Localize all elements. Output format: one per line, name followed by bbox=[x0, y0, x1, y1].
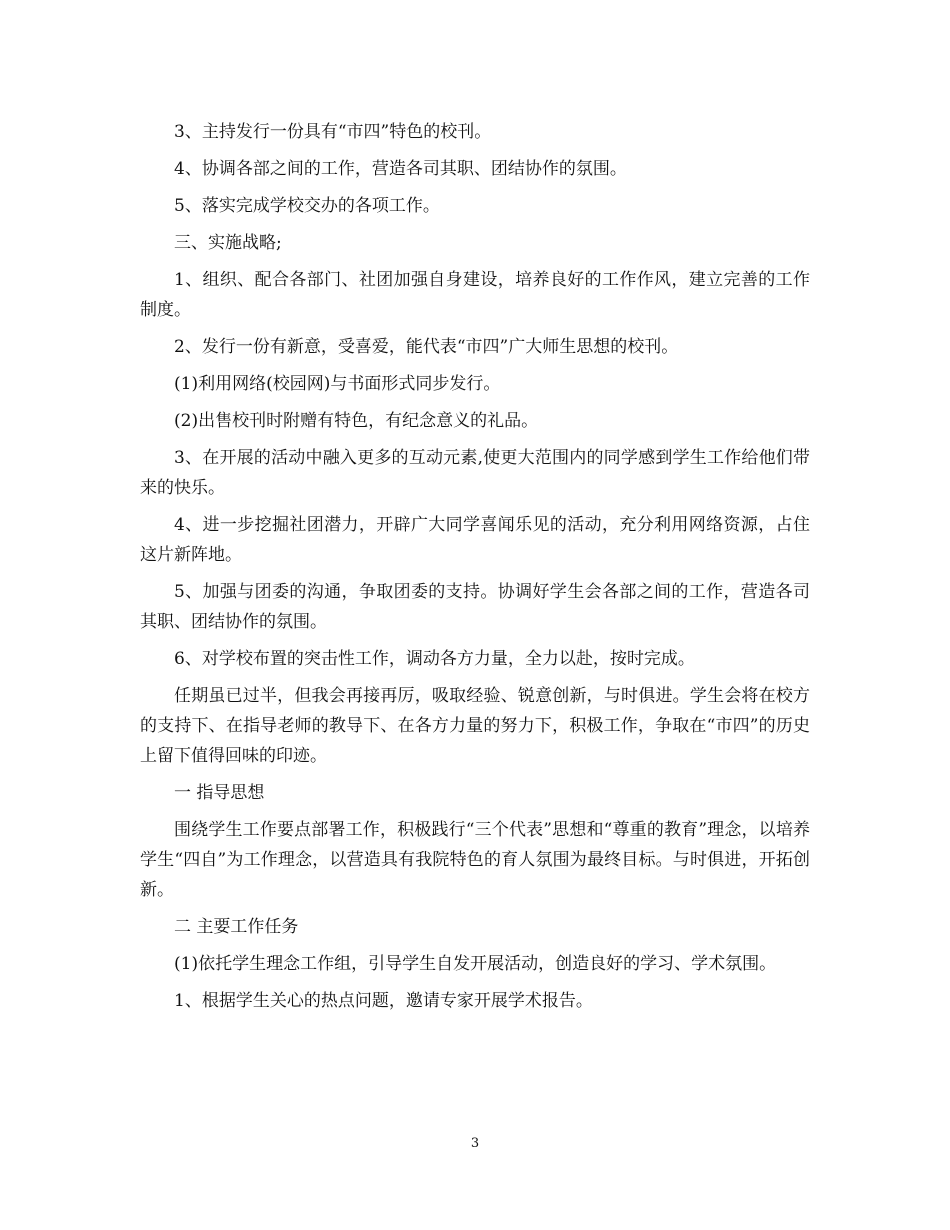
paragraph-13: 任期虽已过半，但我会再接再厉，吸取经验、锐意创新，与时俱进。学生会将在校方的支持下、在指导老师的教导下、在各方力量的努力下，积极工作，争取在“市四”的历史上留下值得回味的印迹。 bbox=[140, 686, 810, 766]
paragraph-9: 3、在开展的活动中融入更多的互动元素,使更大范围内的同学感到学生工作给他们带来的快乐。 bbox=[140, 448, 810, 498]
paragraph-12: 6、对学校布置的突击性工作，调动各方力量，全力以赴，按时完成。 bbox=[174, 649, 695, 669]
paragraph-1: 3、主持发行一份具有“市四”特色的校刊。 bbox=[174, 122, 492, 142]
paragraph-11: 5、加强与团委的沟通，争取团委的支持。协调好学生会各部之间的工作，营造各司其职、团结协作的氛围。 bbox=[140, 582, 810, 632]
paragraph-15: 围绕学生工作要点部署工作，积极践行“三个代表”思想和“尊重的教育”理念，以培养学生“四自”为工作理念，以营造具有我院特色的育人氛围为最终目标。与时俱进，开拓创新。 bbox=[140, 820, 810, 900]
paragraph-7: (1)利用网络(校园网)与书面形式同步发行。 bbox=[174, 374, 501, 394]
section-heading-guiding-thought: 一 指导思想 bbox=[174, 783, 265, 803]
paragraph-2: 4、协调各部之间的工作，营造各司其职、团结协作的氛围。 bbox=[174, 159, 627, 179]
paragraph-17: (1)依托学生理念工作组，引导学生自发开展活动，创造良好的学习、学术氛围。 bbox=[174, 954, 777, 974]
paragraph-5: 1、组织、配合各部门、社团加强自身建设，培养良好的工作作风，建立完善的工作制度。 bbox=[140, 270, 810, 320]
paragraph-3: 5、落实完成学校交办的各项工作。 bbox=[174, 196, 440, 216]
paragraph-18: 1、根据学生关心的热点问题，邀请专家开展学术报告。 bbox=[174, 991, 593, 1011]
document-body bbox=[140, 117, 810, 1023]
paragraph-6: 2、发行一份有新意，受喜爱，能代表“市四”广大师生思想的校刊。 bbox=[174, 337, 679, 357]
paragraph-8: (2)出售校刊时附赠有特色，有纪念意义的礼品。 bbox=[174, 411, 539, 431]
page-number: 3 bbox=[470, 1136, 480, 1151]
section-heading-main-tasks: 二 主要工作任务 bbox=[174, 917, 299, 937]
section-heading-strategy: 三、实施战略; bbox=[174, 233, 282, 253]
paragraph-10: 4、进一步挖掘社团潜力，开辟广大同学喜闻乐见的活动，充分利用网络资源，占住这片新阵地。 bbox=[140, 515, 810, 565]
